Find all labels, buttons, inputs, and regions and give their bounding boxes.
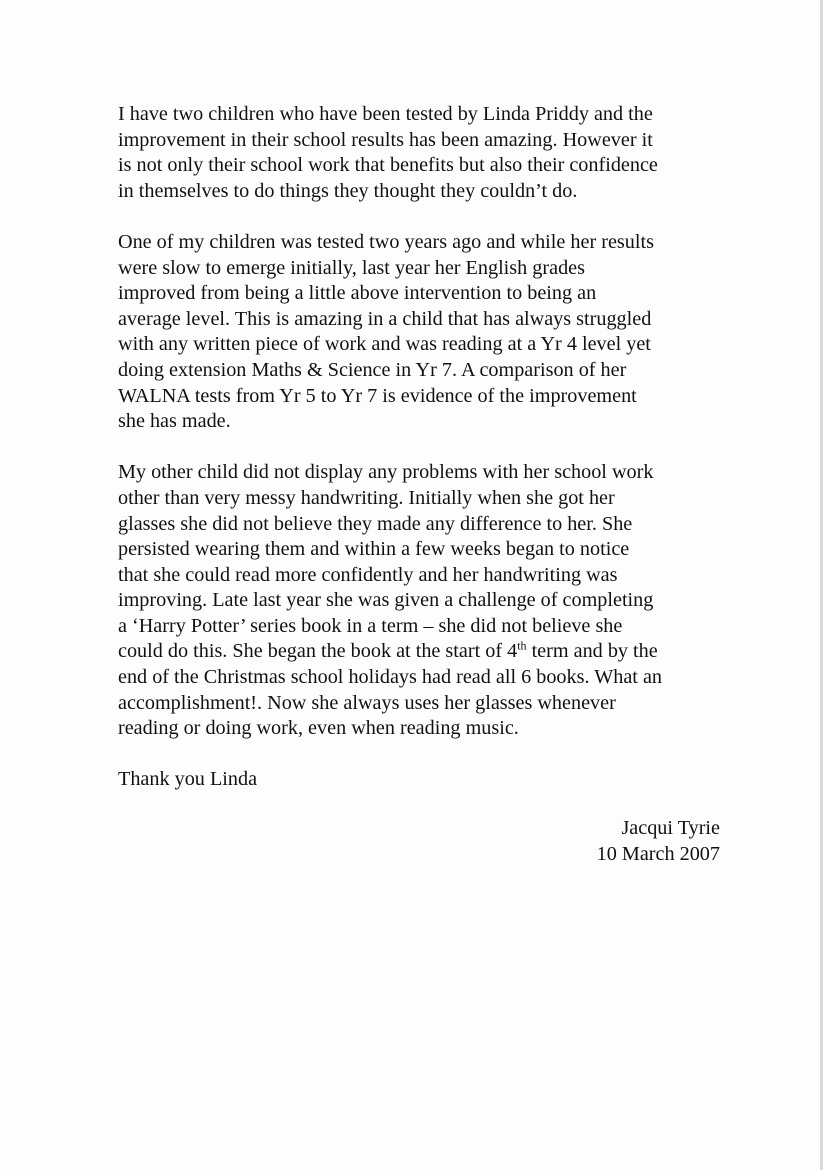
paragraph-first-child bbox=[118, 230, 728, 435]
text-line: in themselves to do things they thought they couldn’t do. bbox=[118, 179, 578, 202]
text-line: doing extension Maths & Science in Yr 7. A comparison of her bbox=[118, 358, 627, 381]
closing-text: Thank you Linda bbox=[118, 768, 258, 791]
text-line: other than very messy handwriting. Initially when she got her bbox=[118, 486, 615, 509]
text-line: she has made. bbox=[118, 410, 231, 433]
text-line: improvement in their school results has been amazing. However it bbox=[118, 128, 653, 151]
text-line: is not only their school work that benefits but also their confidence bbox=[118, 154, 658, 177]
signature-name: Jacqui Tyrie bbox=[621, 817, 720, 839]
paragraph-intro bbox=[118, 102, 728, 204]
paragraph-other-child bbox=[118, 460, 728, 742]
text-line: WALNA tests from Yr 5 to Yr 7 is evidence of the improvement bbox=[118, 384, 637, 407]
term-line-end: term and by the bbox=[526, 640, 658, 663]
letter-body bbox=[118, 102, 728, 819]
text-line: improved from being a little above intervention to being an bbox=[118, 282, 597, 305]
text-line-term bbox=[118, 639, 728, 665]
text-line: I have two children who have been tested by Linda Priddy and the bbox=[118, 103, 653, 125]
term-superscript: th bbox=[517, 638, 527, 653]
text-line: with any written piece of work and was reading at a Yr 4 level yet bbox=[118, 333, 651, 356]
term-line-start: could do this. She began the book at the start of 4 bbox=[118, 640, 518, 663]
text-line: that she could read more confidently and her handwriting was bbox=[118, 563, 618, 586]
text-line: end of the Christmas school holidays had read all 6 books. What an bbox=[118, 666, 663, 689]
text-line: My other child did not display any problems with her school work bbox=[118, 461, 654, 484]
text-line: average level. This is amazing in a child that has always struggled bbox=[118, 307, 652, 330]
text-line: were slow to emerge initially, last year her English grades bbox=[118, 256, 585, 279]
text-line: reading or doing work, even when reading music. bbox=[118, 717, 519, 740]
text-line: One of my children was tested two years ago and while her results bbox=[118, 230, 654, 253]
text-line: improving. Late last year she was given a challenge of completing bbox=[118, 589, 654, 612]
text-line: glasses she did not believe they made any difference to her. She bbox=[118, 512, 633, 535]
signature-date: 10 March 2007 bbox=[596, 842, 720, 865]
signature-block bbox=[480, 816, 720, 867]
text-line: a ‘Harry Potter’ series book in a term – she did not believe she bbox=[118, 614, 623, 637]
text-line: accomplishment!. Now she always uses her glasses whenever bbox=[118, 691, 616, 714]
text-line: persisted wearing them and within a few weeks began to notice bbox=[118, 538, 630, 561]
closing-line bbox=[118, 767, 728, 793]
